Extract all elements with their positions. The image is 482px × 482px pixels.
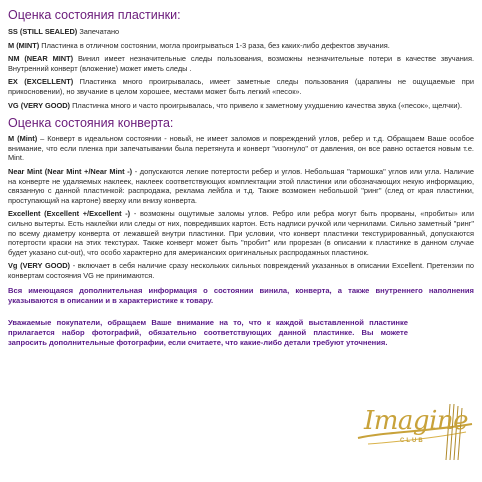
envelope-item-near-mint: [8, 167, 474, 205]
imagine-club-logo: [354, 402, 476, 464]
envelope-grading-heading: Оценка состояния конверта:: [8, 116, 174, 131]
grade-term: M (MINT): [8, 40, 40, 50]
grade-desc: Пластинка в отличном состоянии, могла проигрываться 1-3 раза, без каких-либо дефектов звучания.: [39, 40, 390, 50]
grade-term: NM (NEAR MINT): [8, 54, 74, 64]
logo-subtitle: CLUB: [400, 438, 425, 444]
grade-desc: Пластинка много проигрывалась, имеет заметные следы пользования (царапины не ощущаемые при прикосновении), но звучание в целом хорошее, местами может быть легкий «песок».: [8, 77, 474, 96]
grade-term: Vg (VERY GOOD): [8, 261, 71, 271]
photos-notice: Уважаемые покупатели, обращаем Ваше внимание на то, что к каждой выставленной пластинке прилагается набор фотографий, обязательно соответствующих данной пластинке. Вы можете запросить дополнительные фотографии, если считаете, что какие-либо детали требуют уточнения.: [8, 318, 408, 347]
grade-term: EX (EXCELLENT): [8, 77, 74, 87]
logo-wordmark: Imagine: [364, 406, 469, 436]
grade-item-excellent: [8, 77, 474, 96]
envelope-item-very-good: [8, 261, 474, 280]
page-content: [8, 8, 474, 351]
grade-term: Excellent (Excellent +/Excellent -): [8, 209, 131, 219]
grade-desc: - допускаются легкие потертости ребер и углов. Небольшая "гармошка" углов или угла. Наличие на конверте не удаляемых наклеек, наклеек соответствующих комплектации этой пластинки или обозначающих некую информацию, связанную с данной пластинкой: распродажа, реклама лейбла и т.д. Также возможен небольшой "ринг" (след от края пластинки, проступающий на картоне) вверху или внизу конверта.: [8, 166, 475, 205]
grade-desc: - возможны ощутимые заломы углов. Ребро или ребра могут быть прорваны, «пробиты» или сильно вытерты. Есть наклейки или следы от них, повредивших картон. Есть надписи ручкой или чернилами. Сильно заметный "ринг" по всему диаметру конверта от лежавшей внутри пластинки. При условии, что конверт пластинки текстурированный, допускаются потертости краски на этих текстурах. Также конверт может быть "пробит" или прорезан (в описании к пластинке в данном случае будет указано cut-out), что особо характерно для американских оригинальных распродажных пластинок.: [8, 209, 474, 257]
vinyl-grading-heading: Оценка состояния пластинки:: [8, 8, 181, 22]
grade-desc: - включает в себя наличие сразу нескольких сильных повреждений указанных в описании Excellent. Претензии по конвертам состояния VG не принимаются.: [8, 261, 474, 280]
grade-item-ss: [8, 27, 474, 37]
envelope-item-mint: [8, 134, 474, 163]
grade-item-near-mint: [8, 54, 474, 73]
vinyl-grading-list: [8, 27, 474, 110]
grade-desc: Пластинка много и часто проигрывалась, что привело к заметному ухудшению качества звука («песок», щелчки).: [70, 100, 463, 110]
grade-desc: Винил имеет незначительные следы пользования, возможны незначительные потери в качестве звучания. Внутренний конверт (вложение) может иметь следы .: [8, 54, 474, 73]
grade-desc: Запечатано: [77, 27, 120, 36]
grade-item-mint: [8, 41, 474, 51]
additional-info-notice: Вся имеющаяся дополнительная информация о состоянии винила, конверта, а также внутреннего наполнения указываются в описании и в характеристике к товару.: [8, 286, 474, 306]
grade-term: Near Mint (Near Mint +/Near Mint -): [8, 166, 133, 176]
grade-item-very-good: [8, 101, 474, 111]
envelope-item-excellent: [8, 209, 474, 257]
grade-desc: – Конверт в идеальном состоянии - новый, не имеет заломов и повреждений углов, ребер и т.д. Обращаем Ваше особое внимание, что если пленка при запечатывании была перетянута и конверт "изогнуло" от давления, он все равно остается новым т.е. Mint.: [8, 134, 474, 163]
grade-term: VG (VERY GOOD): [8, 100, 71, 110]
envelope-grading-list: [8, 134, 474, 280]
grade-term: SS (STILL SEALED): [8, 27, 78, 36]
grade-term: M (Mint): [8, 134, 38, 144]
